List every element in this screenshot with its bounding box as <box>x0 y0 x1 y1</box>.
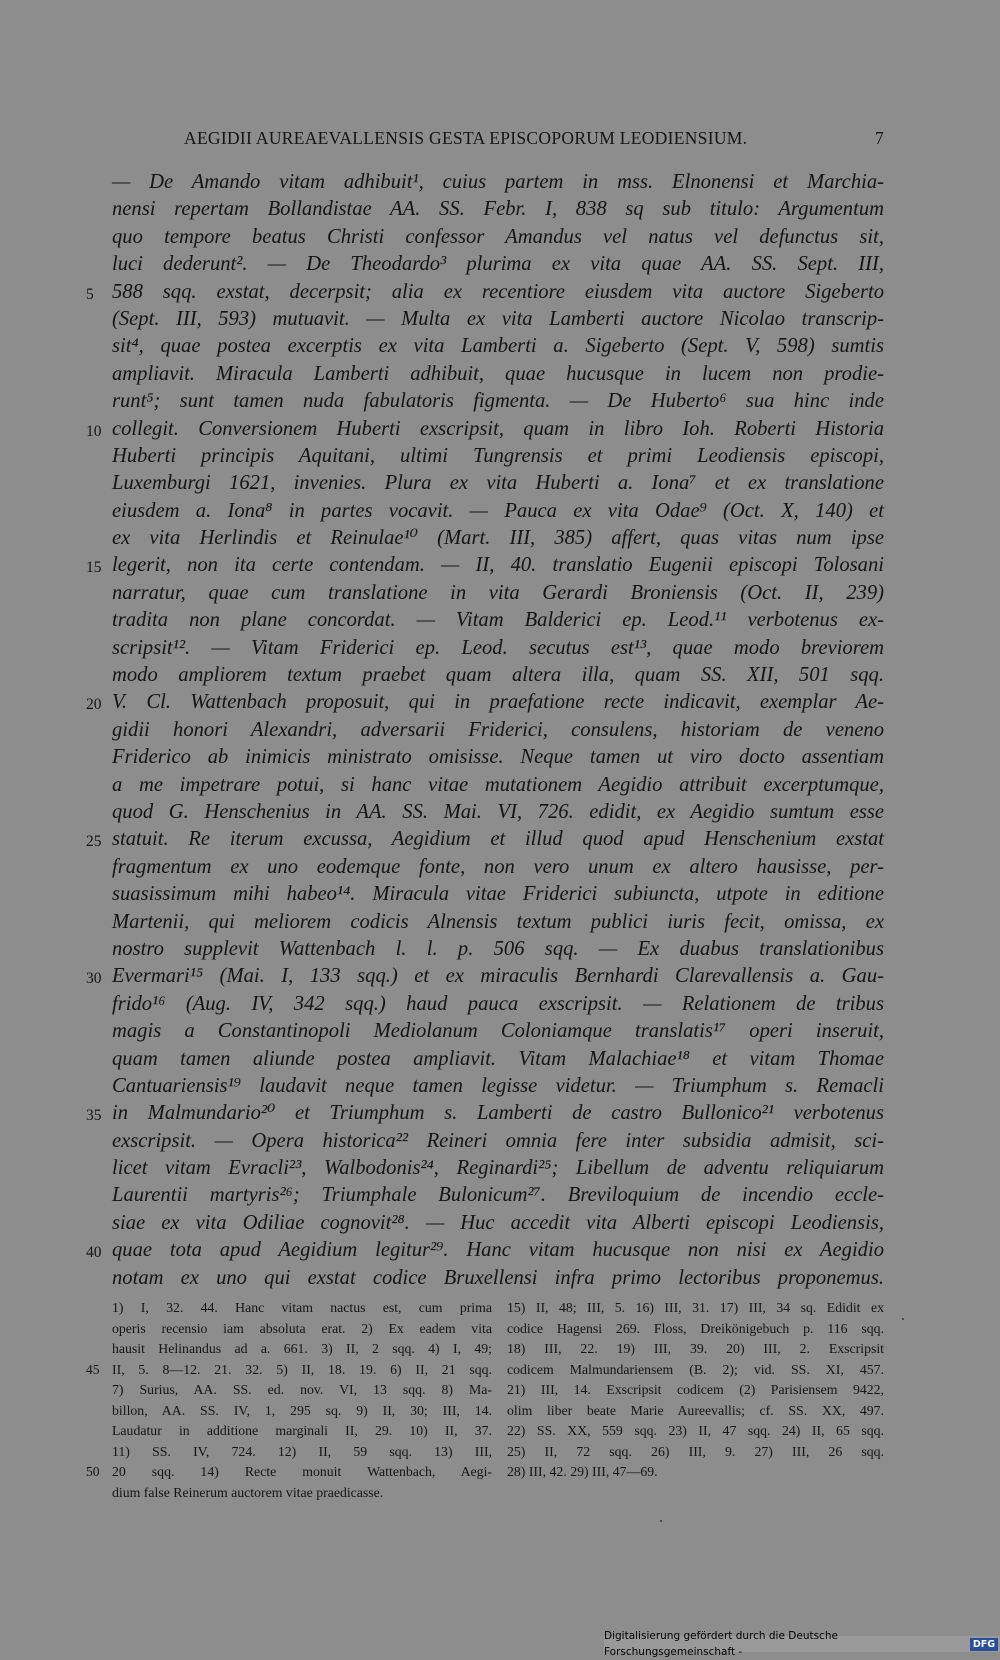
text-line <box>86 826 884 853</box>
footnotes-left-column <box>86 1298 492 1503</box>
line-text: Friderico ab inimicis ministrato omisisse. Neque tamen ut viro docto assentiam <box>112 746 884 769</box>
text-line <box>86 1237 884 1264</box>
line-text: 588 sqq. exstat, decerpsit; alia ex recentiore eiusdem vita auctore Sigeberto <box>112 280 884 303</box>
line-text: olim liber beate Marie Aureevallis; cf. SS. XX, 497. <box>507 1402 884 1418</box>
line-text: 11) SS. IV, 724. 12) II, 59 sqq. 13) III, <box>112 1443 492 1459</box>
text-line <box>112 443 884 470</box>
text-line <box>112 196 884 223</box>
text-line <box>112 525 884 552</box>
footnote-line <box>86 1462 492 1483</box>
line-text: legerit, non ita certe contendam. — II, 40. translatio Eugenii episcopi Tolosani <box>112 554 884 577</box>
line-text: Laurentii martyris²⁶; Triumphale Bulonicum²⁷. Breviloquium de incendio eccle- <box>112 1184 884 1207</box>
text-line <box>112 306 884 333</box>
line-number: 20 <box>86 696 102 714</box>
text-line <box>112 799 884 826</box>
text-line <box>86 279 884 306</box>
text-line <box>112 717 884 744</box>
footnote-line <box>507 1401 884 1422</box>
line-text: eiusdem a. Iona⁸ in partes vocavit. — Pauca ex vita Odae⁹ (Oct. X, 140) et <box>112 499 884 522</box>
text-line <box>112 772 884 799</box>
footnote-line <box>507 1380 884 1401</box>
line-number: 15 <box>86 559 102 577</box>
text-line <box>112 1182 884 1209</box>
line-text: codice Hagensi 269. Floss, Dreikönigebuch p. 116 sqq. <box>507 1320 884 1336</box>
footnote-line <box>86 1360 492 1381</box>
line-text: ampliavit. Miracula Lamberti adhibuit, quae hucusque in lucem non prodie- <box>112 362 884 385</box>
line-text: Luxemburgi 1621, invenies. Plura ex vita Huberti a. Iona⁷ et ex translatione <box>112 472 884 495</box>
line-text: hausit Helinandus ad a. 661. 3) II, 2 sqq. 4) I, 49; <box>112 1341 492 1356</box>
text-line <box>112 333 884 360</box>
line-text: runt⁵; sunt tamen nuda fabulatoris figmenta. — De Huberto⁶ sua hinc inde <box>112 390 884 413</box>
line-text: dium false Reinerum auctorem vitae praedicasse. <box>112 1484 384 1500</box>
line-text: suasissimum mihi habeo¹⁴. Miracula vitae Friderici subiuncta, utpote in editione <box>112 883 884 906</box>
line-text: V. Cl. Wattenbach proposuit, qui in praefatione recte indicavit, exemplar Ae- <box>112 691 884 714</box>
line-text: notam ex uno qui exstat codice Bruxellensi infra primo lectoribus proponemus. <box>112 1266 884 1289</box>
line-text: Martenii, qui meliorem codicis Alnensis textum publici iuris fecit, omissa, ex <box>112 910 884 933</box>
text-line <box>112 169 884 196</box>
dfg-logo: DFG <box>970 1638 998 1651</box>
text-line <box>112 498 884 525</box>
footnotes-right-column <box>507 1298 884 1483</box>
line-text: siae ex vita Odiliae cognovit²⁸. — Huc accedit vita Alberti episcopi Leodiensis, <box>112 1211 884 1234</box>
line-text: II, 5. 8—12. 21. 32. 5) II, 18. 19. 6) II, 21 sqq. <box>112 1361 492 1377</box>
line-text: exscripsit. — Opera historica²² Reineri omnia fere inter subsidia admisit, sci- <box>112 1129 884 1152</box>
footnote-line <box>507 1421 884 1442</box>
line-text: (Sept. III, 593) mutuavit. — Multa ex vita Lamberti auctore Nicolao transcrip- <box>112 307 884 330</box>
line-number: 45 <box>86 1361 100 1377</box>
text-line <box>112 744 884 771</box>
footnote-line <box>112 1339 492 1360</box>
footnote-line <box>112 1298 492 1319</box>
footnote-line <box>112 1380 492 1401</box>
text-line <box>112 991 884 1018</box>
line-text: quod G. Henschenius in AA. SS. Mai. VI, 726. edidit, ex Aegidio sumtum esse <box>112 800 884 823</box>
footer-text: Digitalisierung gefördert durch die Deutsche Forschungsgemeinschaft - <box>604 1630 838 1658</box>
line-number: 10 <box>86 422 102 440</box>
text-line <box>112 635 884 662</box>
main-text <box>86 169 884 1292</box>
line-text: nensi repertam Bollandistae AA. SS. Febr. I, 838 sq sub titulo: Argumentum <box>112 198 884 221</box>
line-text: quam tamen aliunde postea ampliavit. Vitam Malachiae¹⁸ et vitam Thomae <box>112 1047 884 1070</box>
text-line <box>112 470 884 497</box>
text-line <box>112 607 884 634</box>
line-text: nostro supplevit Wattenbach l. l. p. 506 sqq. — Ex duabus translationibus <box>112 937 884 960</box>
line-text: quae tota apud Aegidium legitur²⁹. Hanc vitam hucusque non nisi ex Aegidio <box>112 1239 884 1262</box>
line-text: Cantuariensis¹⁹ laudavit neque tamen legisse videtur. — Triumphum s. Remacli <box>112 1074 884 1097</box>
line-number: 5 <box>86 285 94 303</box>
line-text: in Malmundario²⁰ et Triumphum s. Lamberti de castro Bullonico²¹ verbotenus <box>112 1102 884 1125</box>
line-text: frido¹⁶ (Aug. IV, 342 sqq.) haud pauca exscripsit. — Relationem de tribus <box>112 992 884 1015</box>
line-text: 15) II, 48; III, 5. 16) III, 31. 17) III, 34 sq. Edidit ex <box>507 1300 884 1315</box>
text-line <box>86 689 884 716</box>
text-line <box>112 909 884 936</box>
footnote-line <box>112 1401 492 1422</box>
line-text: operis recensio iam absoluta erat. 2) Ex eadem vita <box>112 1320 492 1336</box>
footnote-line <box>507 1442 884 1463</box>
line-number: 25 <box>86 833 102 851</box>
footnote-line <box>112 1442 492 1463</box>
text-line <box>112 1046 884 1073</box>
line-text: 25) II, 72 sqq. 26) III, 9. 27) III, 26 sqq. <box>507 1443 884 1459</box>
line-number: 35 <box>86 1107 102 1125</box>
text-line <box>112 1155 884 1182</box>
footnote-line <box>112 1483 492 1504</box>
line-text: 7) Surius, AA. SS. ed. nov. VI, 13 sqq. 8) Ma- <box>112 1382 492 1397</box>
text-line <box>86 963 884 990</box>
text-line <box>112 1210 884 1237</box>
line-text: 18) III, 22. 19) III, 39. 20) III, 2. Exscripsit <box>507 1341 884 1356</box>
line-text: billon, AA. SS. IV, 1, 295 sq. 9) II, 30; III, 14. <box>112 1402 492 1418</box>
line-text: Evermari¹⁵ (Mai. I, 133 sqq.) et ex miraculis Bernhardi Clarevallensis a. Gau- <box>112 965 884 988</box>
scan-speck <box>902 1318 904 1320</box>
line-number: 50 <box>86 1464 100 1479</box>
text-line <box>112 361 884 388</box>
line-text: 22) SS. XX, 559 sqq. 23) II, 47 sqq. 24) II, 65 sqq. <box>507 1423 884 1438</box>
line-text: fragmentum ex uno eodemque fonte, non vero unum ex altero hausisse, per- <box>112 855 884 878</box>
line-text: scripsit¹². — Vitam Friderici ep. Leod. secutus est¹³, quae modo breviorem <box>112 636 884 659</box>
scan-speck <box>660 1520 662 1522</box>
line-text: collegit. Conversionem Huberti exscripsit, quam in libro Ioh. Roberti Historia <box>112 417 884 440</box>
text-line <box>112 936 884 963</box>
line-number: 30 <box>86 970 102 988</box>
footnote-line <box>112 1421 492 1442</box>
line-text: Laudatur in additione marginali II, 29. 10) II, 37. <box>112 1423 492 1438</box>
running-head-title: AEGIDII AUREAEVALLENSIS GESTA EPISCOPORUM LEODIENSIUM. <box>184 128 748 148</box>
line-text: gidii honori Alexandri, adversarii Friderici, consulens, historiam de veneno <box>112 718 884 741</box>
text-line <box>86 552 884 579</box>
line-text: narratur, quae cum translatione in vita Gerardi Broniensis (Oct. II, 239) <box>112 581 884 604</box>
text-line <box>112 881 884 908</box>
text-line <box>112 854 884 881</box>
line-text: Huberti principis Aquitani, ultimi Tungrensis et primi Leodiensis episcopi, <box>112 444 884 467</box>
line-text: 1) I, 32. 44. Hanc vitam nactus est, cum prima <box>112 1300 492 1315</box>
text-line <box>112 251 884 278</box>
line-text: luci dederunt². — De Theodardo³ plurima ex vita quae AA. SS. Sept. III, <box>112 253 884 276</box>
footnote-line <box>507 1339 884 1360</box>
text-line <box>112 224 884 251</box>
line-text: statuit. Re iterum excussa, Aegidium et illud quod apud Henschenium exstat <box>112 828 884 851</box>
text-line <box>112 1128 884 1155</box>
line-text: quo tempore beatus Christi confessor Amandus vel natus vel defunctus sit, <box>112 225 884 248</box>
line-text: tradita non plane concordat. — Vitam Balderici ep. Leod.¹¹ verbotenus ex- <box>112 609 884 632</box>
text-line <box>112 1073 884 1100</box>
line-text: licet vitam Evracli²³, Walbodonis²⁴, Reginardi²⁵; Libellum de adventu reliquiarum <box>112 1157 884 1180</box>
line-text: sit⁴, quae postea excerptis ex vita Lamberti a. Sigeberto (Sept. V, 598) sumtis <box>112 335 884 358</box>
text-line <box>112 388 884 415</box>
text-line <box>86 416 884 443</box>
line-text: 20 sqq. 14) Recte monuit Wattenbach, Aegi- <box>112 1464 492 1479</box>
text-line <box>86 1100 884 1127</box>
line-text: — De Amando vitam adhibuit¹, cuius partem in mss. Elnonensi et Marchia- <box>112 171 884 193</box>
line-number: 40 <box>86 1244 102 1262</box>
page-number: 7 <box>874 128 884 148</box>
line-text: codicem Malmundariensem (B. 2); vid. SS. XI, 457. <box>507 1361 884 1377</box>
line-text: 28) III, 42. 29) III, 47—69. <box>507 1464 658 1479</box>
line-text: 21) III, 14. Exscripsit codicem (2) Parisiensem 9422, <box>507 1382 884 1397</box>
text-line <box>112 580 884 607</box>
footnote-line <box>507 1319 884 1340</box>
line-text: a me impetrare potui, si hanc vitae mutationem Aegidio attribuit excerptumque, <box>112 773 884 796</box>
text-line <box>112 1265 884 1292</box>
footnote-line <box>112 1319 492 1340</box>
digitization-footer <box>604 1630 1000 1658</box>
text-line <box>112 1018 884 1045</box>
text-line <box>112 662 884 689</box>
line-text: magis a Constantinopoli Mediolanum Coloniamque translatis¹⁷ operi inseruit, <box>112 1020 884 1043</box>
line-text: ex vita Herlindis et Reinulae¹⁰ (Mart. III, 385) affert, quas vitas num ipse <box>112 527 884 550</box>
footnote-line <box>507 1298 884 1319</box>
line-text: modo ampliorem textum praebet quam altera illa, quam SS. XII, 501 sqq. <box>112 664 884 687</box>
footnote-line <box>507 1462 884 1483</box>
footnote-line <box>507 1360 884 1381</box>
